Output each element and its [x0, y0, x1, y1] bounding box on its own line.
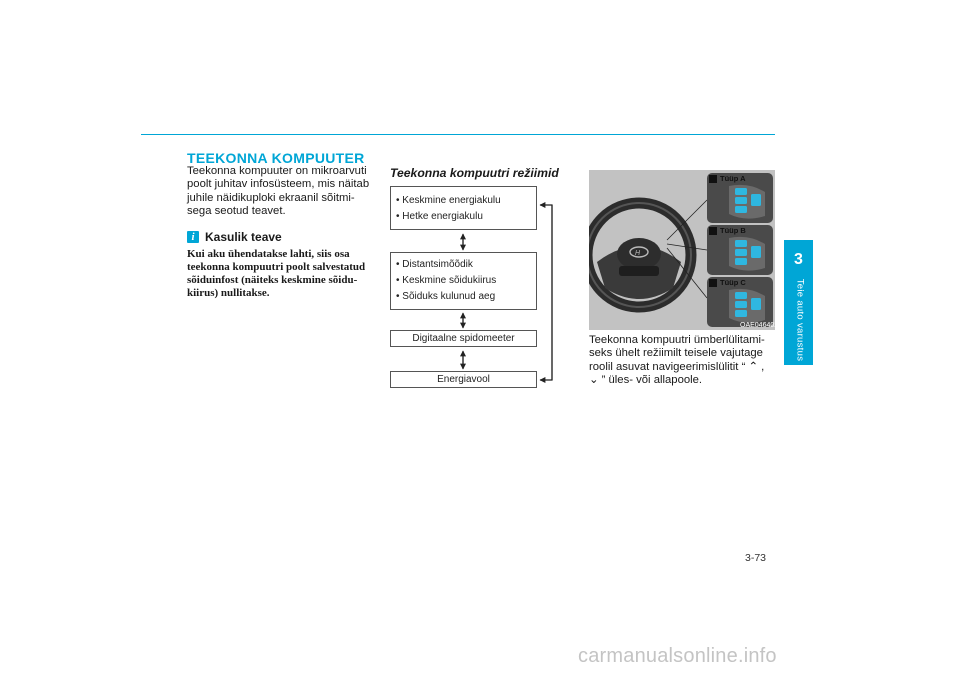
- section-body: [187, 165, 373, 219]
- mode-item: • Keskmine energiakulu: [396, 195, 501, 206]
- caption-line: ⌄ ” üles- või allapoole.: [589, 374, 703, 387]
- figure-label-type-b: Tüüp B: [720, 226, 746, 235]
- section-title: TEEKONNA KOMPUUTER: [187, 150, 365, 166]
- info-line: teekonna kompuutri poolt salvestatud: [187, 261, 366, 273]
- mode-item: • Sõiduks kulunud aeg: [396, 291, 496, 302]
- caption-line: seks ühelt režiimilt teisele vajutage: [589, 347, 763, 360]
- chapter-number: 3: [794, 251, 803, 268]
- body-line: sega seotud teavet.: [187, 205, 286, 218]
- mode-box-trip: [390, 252, 537, 310]
- figure-caption: [589, 334, 775, 388]
- caption-line: roolil asuvat navigeerimislülitit “ ⌃ ,: [589, 360, 765, 373]
- loop-arrow-up: [540, 205, 552, 380]
- figure-label-type-a: Tüüp A: [720, 174, 746, 183]
- info-title: Kasulik teave: [205, 230, 282, 244]
- page-number: 3-73: [745, 552, 767, 564]
- info-line: kiirus) nullitakse.: [187, 287, 270, 299]
- loop-arrow-down: [540, 205, 552, 380]
- info-text: [187, 248, 373, 300]
- modes-heading: Teekonna kompuutri režiimid: [390, 166, 559, 180]
- caption-line: Teekonna kompuutri ümberlülitami-: [589, 334, 765, 346]
- mode-item: • Hetke energiakulu: [396, 211, 483, 222]
- info-icon: i: [187, 231, 199, 243]
- mode-box-energy-flow: Energiavool: [390, 371, 537, 388]
- steering-wheel-figure: [589, 170, 775, 330]
- header-rule: [141, 134, 775, 135]
- body-line: poolt juhitav infosüsteem, mis näitab: [187, 178, 370, 191]
- mode-item: • Keskmine sõidukiirus: [396, 275, 497, 286]
- figure-label-type-c: Tüüp C: [720, 278, 746, 287]
- figure-code: OAE046402: [740, 322, 779, 329]
- mode-box-speedometer: Digitaalne spidomeeter: [390, 330, 537, 347]
- mode-item: • Distantsimõõdik: [396, 259, 473, 270]
- body-line: Teekonna kompuuter on mikroarvuti: [187, 165, 367, 177]
- chapter-label: Teie auto varustus: [794, 278, 806, 362]
- body-line: juhile näidikuploki ekraanil sõitmi-: [187, 191, 355, 204]
- info-line: Kui aku ühendatakse lahti, siis osa: [187, 248, 350, 260]
- svg-text:H: H: [635, 250, 641, 257]
- mode-box-energy: [390, 186, 537, 230]
- info-header: [187, 230, 282, 244]
- info-line: sõiduinfost (näiteks keskmine sõidu-: [187, 274, 358, 286]
- watermark: carmanualsonline.info: [578, 645, 777, 667]
